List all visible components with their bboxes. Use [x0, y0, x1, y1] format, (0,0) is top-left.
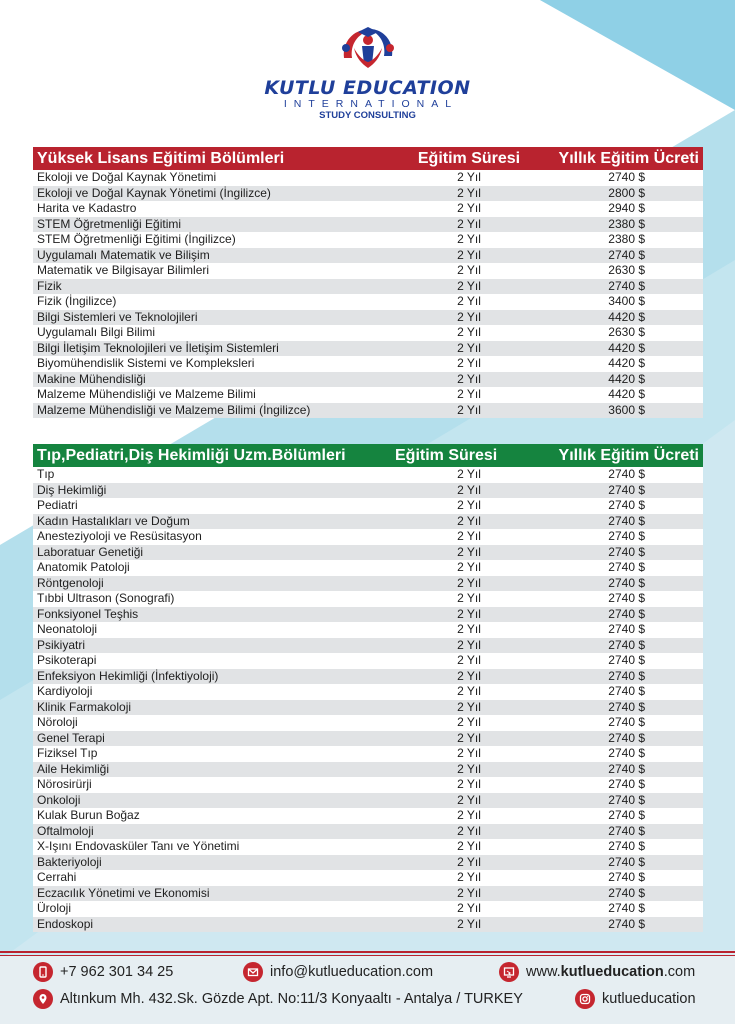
program-fee: 2740 $	[543, 808, 703, 824]
table-row	[33, 746, 703, 762]
table-row	[33, 514, 703, 530]
program-duration: 2 Yıl	[395, 777, 543, 793]
footer-address	[33, 989, 523, 1009]
program-duration: 2 Yıl	[395, 186, 543, 202]
table-row	[33, 483, 703, 499]
program-fee: 2740 $	[543, 824, 703, 840]
brand-international: INTERNATIONAL	[283, 98, 459, 110]
table-row	[33, 855, 703, 871]
program-duration: 2 Yıl	[395, 824, 543, 840]
table-row	[33, 232, 703, 248]
program-name: Harita ve Kadastro	[33, 201, 395, 217]
header-fee: Yıllık Eğitim Ücreti	[543, 147, 703, 170]
program-fee: 2740 $	[543, 746, 703, 762]
program-duration: 2 Yıl	[395, 310, 543, 326]
program-name: Anatomik Patoloji	[33, 560, 395, 576]
header-program: Tıp,Pediatri,Diş Hekimliği Uzm.Bölümleri	[33, 444, 395, 467]
program-duration: 2 Yıl	[395, 387, 543, 403]
program-duration: 2 Yıl	[395, 403, 543, 419]
table-row	[33, 824, 703, 840]
program-duration: 2 Yıl	[395, 746, 543, 762]
program-name: Fiziksel Tıp	[33, 746, 395, 762]
program-duration: 2 Yıl	[395, 325, 543, 341]
program-duration: 2 Yıl	[395, 498, 543, 514]
program-name: Röntgenoloji	[33, 576, 395, 592]
program-name: Bilgi İletişim Teknolojileri ve İletişim Sistemleri	[33, 341, 395, 357]
program-name: Pediatri	[33, 498, 395, 514]
program-fee: 2740 $	[543, 715, 703, 731]
program-duration: 2 Yıl	[395, 372, 543, 388]
program-name: Tıp	[33, 467, 395, 483]
footer-instagram[interactable]	[575, 989, 696, 1009]
program-fee: 2740 $	[543, 279, 703, 295]
program-duration: 2 Yıl	[395, 762, 543, 778]
program-name: Nörosirürji	[33, 777, 395, 793]
program-duration: 2 Yıl	[395, 839, 543, 855]
table-row	[33, 403, 703, 419]
program-fee: 2740 $	[543, 700, 703, 716]
program-duration: 2 Yıl	[395, 201, 543, 217]
program-duration: 2 Yıl	[395, 684, 543, 700]
table-row	[33, 669, 703, 685]
program-fee: 2740 $	[543, 839, 703, 855]
table-row	[33, 279, 703, 295]
program-fee: 2740 $	[543, 622, 703, 638]
program-name: Malzeme Mühendisliği ve Malzeme Bilimi (İngilizce)	[33, 403, 395, 419]
program-fee: 2740 $	[543, 467, 703, 483]
program-duration: 2 Yıl	[395, 279, 543, 295]
program-name: Uygulamalı Matematik ve Bilişim	[33, 248, 395, 264]
table-row	[33, 217, 703, 233]
program-fee: 2740 $	[543, 545, 703, 561]
program-fee: 2740 $	[543, 777, 703, 793]
program-duration: 2 Yıl	[395, 622, 543, 638]
table-row	[33, 576, 703, 592]
table-row	[33, 186, 703, 202]
program-duration: 2 Yıl	[395, 731, 543, 747]
email-icon	[243, 962, 263, 982]
program-duration: 2 Yıl	[395, 341, 543, 357]
program-name: Makine Mühendisliği	[33, 372, 395, 388]
table-row	[33, 310, 703, 326]
program-fee: 4420 $	[543, 356, 703, 372]
instagram-icon	[575, 989, 595, 1009]
program-fee: 2740 $	[543, 498, 703, 514]
instagram-handle: kutlueducation	[602, 991, 696, 1007]
table-row	[33, 356, 703, 372]
program-name: Tıbbi Ultrason (Sonografi)	[33, 591, 395, 607]
program-duration: 2 Yıl	[395, 560, 543, 576]
program-duration: 2 Yıl	[395, 901, 543, 917]
program-fee: 2740 $	[543, 901, 703, 917]
footer-phone[interactable]	[33, 962, 173, 982]
program-fee: 2740 $	[543, 248, 703, 264]
header-duration: Eğitim Süresi	[395, 444, 543, 467]
table-row	[33, 372, 703, 388]
table-row	[33, 201, 703, 217]
table-row	[33, 886, 703, 902]
program-fee: 2740 $	[543, 855, 703, 871]
program-name: Klinik Farmakoloji	[33, 700, 395, 716]
program-duration: 2 Yıl	[395, 870, 543, 886]
program-duration: 2 Yıl	[395, 855, 543, 871]
program-duration: 2 Yıl	[395, 356, 543, 372]
program-name: Psikoterapi	[33, 653, 395, 669]
program-fee: 4420 $	[543, 310, 703, 326]
program-duration: 2 Yıl	[395, 483, 543, 499]
footer-website[interactable]	[499, 962, 695, 982]
table-row	[33, 248, 703, 264]
program-fee: 2740 $	[543, 793, 703, 809]
program-duration: 2 Yıl	[395, 467, 543, 483]
program-name: Laboratuar Genetiği	[33, 545, 395, 561]
table-row	[33, 762, 703, 778]
program-name: STEM Öğretmenliği Eğitimi	[33, 217, 395, 233]
program-duration: 2 Yıl	[395, 638, 543, 654]
table-row	[33, 325, 703, 341]
phone-number: +7 962 301 34 25	[60, 964, 174, 980]
program-duration: 2 Yıl	[395, 591, 543, 607]
table-row	[33, 684, 703, 700]
program-duration: 2 Yıl	[395, 793, 543, 809]
program-duration: 2 Yıl	[395, 669, 543, 685]
program-name: X-Işını Endovasküler Tanı ve Yönetimi	[33, 839, 395, 855]
program-duration: 2 Yıl	[395, 170, 543, 186]
program-name: Kulak Burun Boğaz	[33, 808, 395, 824]
footer-email[interactable]	[243, 962, 433, 982]
program-fee: 4420 $	[543, 372, 703, 388]
table-row	[33, 917, 703, 933]
table-row	[33, 622, 703, 638]
footer-divider	[0, 955, 735, 956]
program-duration: 2 Yıl	[395, 248, 543, 264]
medical-programs-table	[33, 444, 703, 932]
program-name: Matematik ve Bilgisayar Bilimleri	[33, 263, 395, 279]
program-fee: 2740 $	[543, 591, 703, 607]
table-row	[33, 793, 703, 809]
program-duration: 2 Yıl	[395, 808, 543, 824]
program-duration: 2 Yıl	[395, 217, 543, 233]
program-duration: 2 Yıl	[395, 607, 543, 623]
program-name: Anesteziyoloji ve Resüsitasyon	[33, 529, 395, 545]
program-fee: 2740 $	[543, 170, 703, 186]
program-name: Uygulamalı Bilgi Bilimi	[33, 325, 395, 341]
program-name: Diş Hekimliği	[33, 483, 395, 499]
table-row	[33, 341, 703, 357]
program-name: Biyomühendislik Sistemi ve Kompleksleri	[33, 356, 395, 372]
program-fee: 2740 $	[543, 762, 703, 778]
program-fee: 3400 $	[543, 294, 703, 310]
program-fee: 2740 $	[543, 576, 703, 592]
program-duration: 2 Yıl	[395, 232, 543, 248]
program-fee: 2800 $	[543, 186, 703, 202]
header-fee: Yıllık Eğitim Ücreti	[543, 444, 703, 467]
program-name: Üroloji	[33, 901, 395, 917]
table-row	[33, 638, 703, 654]
table-row	[33, 839, 703, 855]
program-duration: 2 Yıl	[395, 715, 543, 731]
table-header-row	[33, 444, 703, 467]
program-duration: 2 Yıl	[395, 917, 543, 933]
program-name: Bilgi Sistemleri ve Teknolojileri	[33, 310, 395, 326]
program-fee: 2740 $	[543, 529, 703, 545]
header-duration: Eğitim Süresi	[395, 147, 543, 170]
program-fee: 2740 $	[543, 483, 703, 499]
program-fee: 2380 $	[543, 232, 703, 248]
table-row	[33, 529, 703, 545]
program-name: Kardiyoloji	[33, 684, 395, 700]
program-fee: 2940 $	[543, 201, 703, 217]
program-name: Endoskopi	[33, 917, 395, 933]
web-icon	[499, 962, 519, 982]
program-name: Malzeme Mühendisliği ve Malzeme Bilimi	[33, 387, 395, 403]
brand-logo	[0, 18, 735, 133]
program-fee: 4420 $	[543, 387, 703, 403]
program-fee: 2740 $	[543, 684, 703, 700]
table-row	[33, 387, 703, 403]
program-fee: 2740 $	[543, 870, 703, 886]
program-duration: 2 Yıl	[395, 886, 543, 902]
table-row	[33, 607, 703, 623]
table-row	[33, 901, 703, 917]
table-row	[33, 808, 703, 824]
program-fee: 4420 $	[543, 341, 703, 357]
program-name: Kadın Hastalıkları ve Doğum	[33, 514, 395, 530]
masters-programs-table	[33, 147, 703, 418]
program-fee: 2740 $	[543, 653, 703, 669]
table-row	[33, 467, 703, 483]
table-header-row	[33, 147, 703, 170]
program-duration: 2 Yıl	[395, 514, 543, 530]
address-text: Altınkum Mh. 432.Sk. Gözde Apt. No:11/3 Konyaaltı - Antalya / TURKEY	[60, 991, 523, 1007]
table-row	[33, 715, 703, 731]
program-duration: 2 Yıl	[395, 545, 543, 561]
footer-divider	[0, 951, 735, 953]
program-name: Onkoloji	[33, 793, 395, 809]
program-name: Fizik	[33, 279, 395, 295]
program-name: Psikiyatri	[33, 638, 395, 654]
program-name: Fizik (İngilizce)	[33, 294, 395, 310]
email-address: info@kutlueducation.com	[270, 964, 434, 980]
table-row	[33, 294, 703, 310]
program-duration: 2 Yıl	[395, 576, 543, 592]
location-icon	[33, 989, 53, 1009]
table-row	[33, 591, 703, 607]
program-name: Bakteriyoloji	[33, 855, 395, 871]
program-fee: 2630 $	[543, 263, 703, 279]
website-url: www.kutlueducation.com	[526, 964, 696, 980]
table-row	[33, 263, 703, 279]
program-name: Enfeksiyon Hekimliği (İnfektiyoloji)	[33, 669, 395, 685]
program-fee: 2740 $	[543, 731, 703, 747]
table-row	[33, 870, 703, 886]
header-program: Yüksek Lisans Eğitimi Bölümleri	[33, 147, 395, 170]
program-fee: 2740 $	[543, 669, 703, 685]
table-row	[33, 777, 703, 793]
program-fee: 2380 $	[543, 217, 703, 233]
program-fee: 3600 $	[543, 403, 703, 419]
program-name: Neonatoloji	[33, 622, 395, 638]
program-name: STEM Öğretmenliği Eğitimi (İngilizce)	[33, 232, 395, 248]
table-row	[33, 560, 703, 576]
graduate-emblem-icon	[336, 18, 400, 76]
program-fee: 2740 $	[543, 514, 703, 530]
table-row	[33, 700, 703, 716]
program-duration: 2 Yıl	[395, 653, 543, 669]
program-fee: 2740 $	[543, 917, 703, 933]
table-row	[33, 498, 703, 514]
table-row	[33, 653, 703, 669]
program-name: Genel Terapi	[33, 731, 395, 747]
program-fee: 2740 $	[543, 638, 703, 654]
program-name: Cerrahi	[33, 870, 395, 886]
program-fee: 2740 $	[543, 886, 703, 902]
program-name: Ekoloji ve Doğal Kaynak Yönetimi (İngilizce)	[33, 186, 395, 202]
program-name: Ekoloji ve Doğal Kaynak Yönetimi	[33, 170, 395, 186]
table-row	[33, 731, 703, 747]
table-row	[33, 170, 703, 186]
table-row	[33, 545, 703, 561]
program-duration: 2 Yıl	[395, 700, 543, 716]
program-fee: 2630 $	[543, 325, 703, 341]
program-fee: 2740 $	[543, 560, 703, 576]
program-duration: 2 Yıl	[395, 529, 543, 545]
program-name: Nöroloji	[33, 715, 395, 731]
program-name: Eczacılık Yönetimi ve Ekonomisi	[33, 886, 395, 902]
program-duration: 2 Yıl	[395, 263, 543, 279]
program-name: Fonksiyonel Teşhis	[33, 607, 395, 623]
brand-name: KUTLU EDUCATION	[264, 77, 471, 99]
phone-icon	[33, 962, 53, 982]
program-fee: 2740 $	[543, 607, 703, 623]
brand-tagline: STUDY CONSULTING	[319, 110, 416, 121]
program-duration: 2 Yıl	[395, 294, 543, 310]
program-name: Aile Hekimliği	[33, 762, 395, 778]
program-name: Oftalmoloji	[33, 824, 395, 840]
